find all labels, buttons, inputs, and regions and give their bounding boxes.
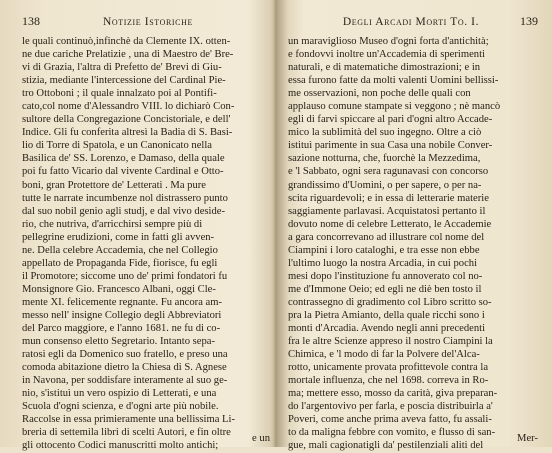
right-text-line: l'ultimo luogo la nostra Arcadia, in cui pochi <box>288 257 478 269</box>
right-text-line: e 'l Sabbato, ogni sera ragunavasi con concorso <box>288 166 489 178</box>
left-text-line: vi di Grazia, l'altra di Prefetto de' Brevi di Giu- <box>22 62 222 74</box>
right-text-line: applauso comune stampate si veggono ; nè mancò <box>288 101 501 113</box>
left-text-line: ne due cariche Prelatizie , una di Maestro de' Bre- <box>22 49 234 61</box>
right-text-line: gue, mali cagionatigli da' pestilenziali aliti del <box>288 440 484 452</box>
left-text-line: Scuola d'ogni scienza, e d'ogni arte più nobile. <box>22 401 219 413</box>
right-text-line: dovuto nome di celebre Letterato, le Accademie <box>288 218 492 230</box>
page-number-left: 138 <box>22 14 40 28</box>
left-text-line: dal suo nobil genio agli studj, e dal vivo deside- <box>22 205 226 217</box>
left-text-line: Indice. Gli fu conferita altresì la Badia di S. Basi- <box>22 127 233 139</box>
right-text-line: fra le altre Scienze appreso il nostro Ciampini la <box>288 336 493 348</box>
catchword-left: e un <box>252 433 270 444</box>
left-text-line: Raccolse in essa primieramente una bellissima Li- <box>22 414 235 426</box>
right-text-line: e fondovvi inoltre un'Accademia di sperimenti <box>288 49 485 61</box>
right-text-line: me osservazioni, non poche delle quali con <box>288 88 471 100</box>
left-text-line: Basilica de' SS. Lorenzo, e Damaso, della quale <box>22 153 225 165</box>
right-text-line: Poveri, come anche prima aveva fatto, fu assali- <box>288 414 492 426</box>
right-text-line: grandissimo d'Uomini, o per sapere, o per na- <box>288 179 482 191</box>
right-text-line: mico la sublimità del suo ingegno. Oltre a ciò <box>288 127 482 139</box>
left-text-line: breria di settemila libri di scelti Autori, e fin oltre <box>22 427 231 439</box>
left-text-line: ratosi egli da Domenico suo fratello, e preso una <box>22 349 228 361</box>
left-text-line: tro Ottoboni ; il quale innalzato poi al Pontifi- <box>22 88 217 100</box>
right-text-line: saggiamente parlavasi. Acquistatosi pertanto il <box>288 205 486 217</box>
left-text-line: mente XI. felicemente regnante. Fu ancora am- <box>22 296 223 308</box>
right-text-line: a gara concorrevano ad illustrare col nome del <box>288 231 485 243</box>
right-text-line: monti d'Arcadia. Avendo negli anni precedenti <box>288 323 486 335</box>
left-text-line: del Parco maggiore, e l'anno 1681. ne fu di co- <box>22 323 221 335</box>
right-text-line: naturali, e di matematiche dimostrazioni; e in <box>288 62 481 74</box>
right-text-line: egli di farvi spiccare al pari d'ogni altro Accade- <box>288 114 493 126</box>
running-head-right: Degli Arcadi Morti To. I. <box>342 16 480 28</box>
left-text-line: boni, gran Protettore de' Letterati . Ma pure <box>22 179 206 191</box>
left-text-line: lio di Torre di Spatola, e un Canonicato nella <box>22 140 212 152</box>
right-text-line: me d'Immone Oeio; ed egli ne diè ben tosto il <box>288 283 482 295</box>
left-text-line: poi fu fatto Vicario dal vivente Cardinal e Otto- <box>22 166 224 178</box>
right-text-line: scita riguardevoli; e in essa di letterarie materie <box>288 192 489 204</box>
right-text-line: to da maligna febbre con vomito, e flusso di san- <box>288 427 496 439</box>
left-text-line: mun consenso eletto Segretario. Intanto sepa- <box>22 336 215 348</box>
left-text-line: sultore della Congregazione Concistoriale, e dell' <box>22 114 231 126</box>
left-text-line: comoda abitazione dietro la Chiesa di S. Agnese <box>22 362 227 374</box>
catchword-right: Mer- <box>517 433 538 444</box>
right-text-line: Ciampini i loro cataloghi, e tra esse non ebbe <box>288 244 480 256</box>
left-text-line: gli ottocento Codici manuscritti molto antichi; <box>22 440 219 452</box>
right-page <box>288 14 538 452</box>
right-text-line: essa furono fatte da molti valenti Uomini bellissi- <box>288 75 499 87</box>
left-text-line: pellegrine erudizioni, come in fatti gli avven- <box>22 231 215 243</box>
right-text-line: istituì parimente in sua Casa una nobile Conver- <box>288 140 493 152</box>
right-text-line: mesi dopo l'instituzione fu annoverato col no- <box>288 270 483 282</box>
running-head-left: Notizie Istoriche <box>103 16 193 28</box>
right-page-body-text <box>288 35 538 453</box>
right-text-line: mortale influenza, che nel 1698. correva in Ro- <box>288 375 489 387</box>
left-text-line: in Navona, per soddisfare interamente al suo ge- <box>22 375 228 387</box>
right-page-header <box>288 14 538 29</box>
left-text-line: tutte le narrate incumbenze nol distrassero punto <box>22 192 228 204</box>
left-text-line: nio, s'istituì un vero ospizio di Letterati, e una <box>22 388 217 400</box>
book-gutter <box>270 0 288 447</box>
left-text-line: le quali continuò,infinchè da Clemente IX. otten- <box>22 36 231 47</box>
right-text-line: un maraviglioso Museo d'ogni forta d'antichità; <box>288 36 489 47</box>
right-text-line: sazione notturna, che, fuorchè la Mezzedima, <box>288 153 481 165</box>
right-text-line: do l'argentovivo per farla, e poscia distribuirla a' <box>288 401 493 413</box>
left-text-line: stizia, mediante l'intercessione del Cardinal Pie- <box>22 75 226 87</box>
left-text-line: ne. Della celebre Accademia, che nel Collegio <box>22 244 218 256</box>
left-page-header <box>22 14 270 29</box>
left-text-line: cato,col nome d'Alessandro VIII. lo dichiarò Con- <box>22 101 235 113</box>
left-text-line: rio, che nutriva, d'arricchirsi sempre più di <box>22 218 203 230</box>
right-text-line: Chimica, e 'l modo di far la Polvere del'Alca- <box>288 349 480 361</box>
right-text-line: pra la Pietra Amianto, della quale ricchi sono i <box>288 309 485 321</box>
right-text-line: contrassegno di gradimento col Libro scritto so- <box>288 296 492 308</box>
left-text-line: il Promotore; siccome uno de' primi fondatori fu <box>22 270 228 282</box>
page-number-right: 139 <box>519 14 538 28</box>
right-text-line: ma; mettere esso, mosso da carità, giva preparan- <box>288 388 498 400</box>
left-text-line: Monsignore Gio. Francesco Albani, oggi Cle- <box>22 283 216 295</box>
left-text-line: messo nell' insigne Collegio degli Abbreviatori <box>22 309 222 321</box>
right-text-line: rotto, unicamente provata profittevole contra la <box>288 362 489 374</box>
left-text-line: appellato de Propaganda Fide, fiorisce, fu egli <box>22 257 218 269</box>
left-page-body-text <box>22 35 270 453</box>
left-page <box>22 14 270 452</box>
